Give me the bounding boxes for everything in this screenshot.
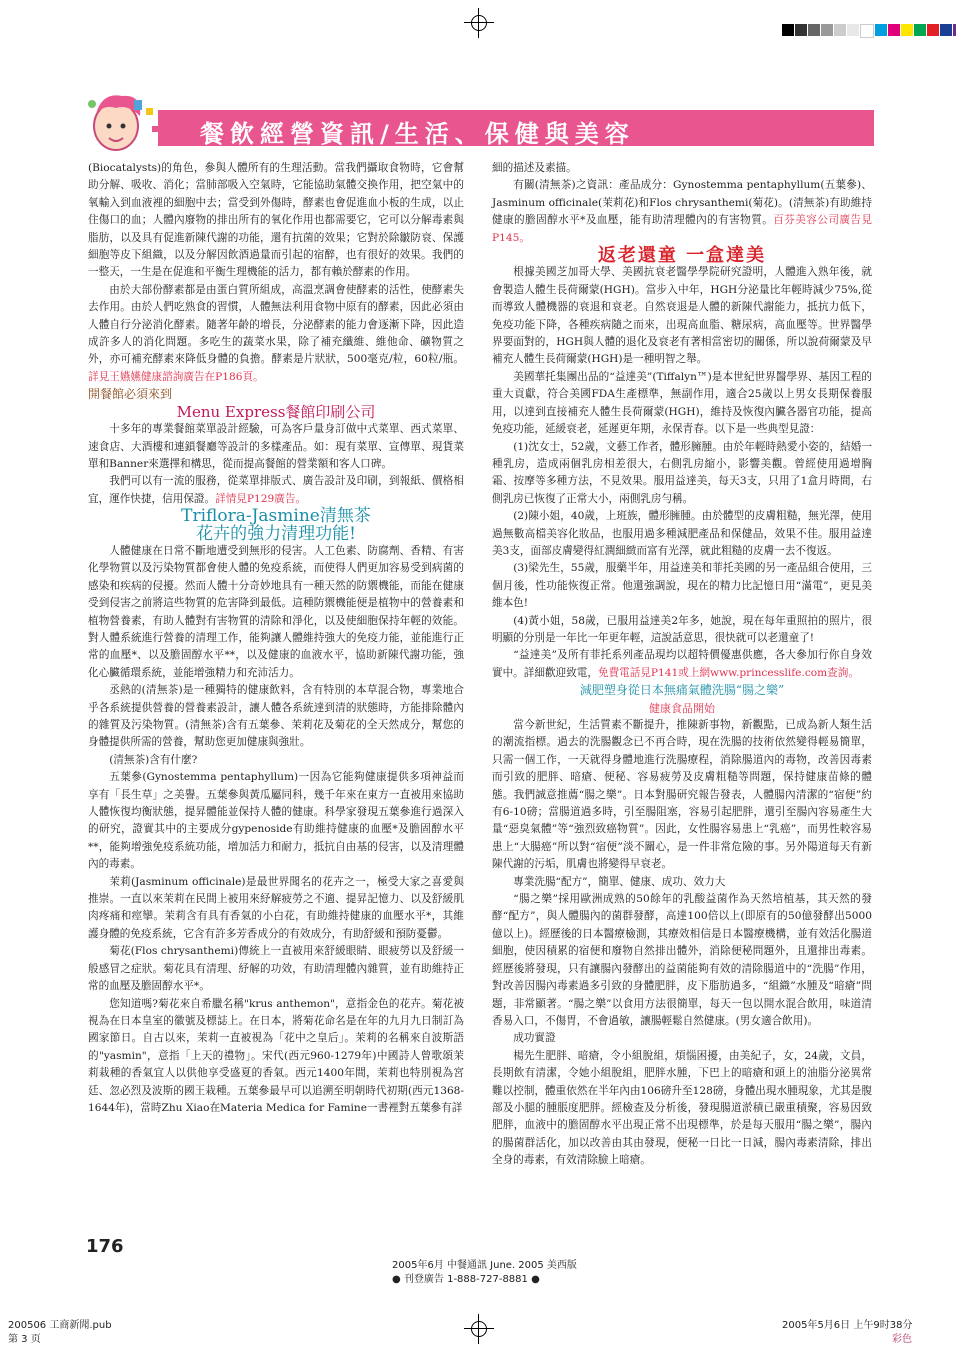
color-swatch <box>821 24 833 36</box>
color-swatch <box>914 24 926 36</box>
page-label: 第 3 页 <box>8 1334 41 1345</box>
testimonial-4: (4)黃小姐，58歲，已服用益達美2年多，她說，現在每年重照拍的照片，很明顯的分別是一年比一年更年輕，這說話意思，很快就可以老還童了! <box>492 614 872 644</box>
file-name: 200506 工商新聞.pub <box>8 1320 112 1331</box>
triflora-paragraph-2: 丞熱的(清無茶)是一種獨特的健康飲料，含有特別的本草混合物，專業地合乎各系統提供營養的營養素設計，讓人體各系統達到清的狀態時，方能排除體內的雜質及污染物質。(清無茶)含有五葉參、茉莉花及菊花的全天然成分，幫您的身體提供所需的營養，幫助您更加健康與強壯。 <box>88 684 464 749</box>
gynostemma-paragraph: 五葉參(Gynostemma pentaphyllum)一因為它能夠健康提供多項神益而享有「長生草」之美譽。五葉參與黃瓜屬同科，幾千年來在東方一直被用來協助人體恢復均衡狀態，提昇體能並保持人體的健康。科學家發現五葉參進行過深入的研究，證實其中的主要成分gypenoside有助維持健康的血壓*及膽固醇水平**，能夠增強免疫系統功能，增加活力和耐力，抵抗自由基的侵害，以及清理體內的毒素。 <box>88 771 464 871</box>
page-number: 176 <box>86 1236 124 1257</box>
color-swatch <box>901 24 913 36</box>
triflora-paragraph-continued: 細的描述及素描。 <box>492 162 577 174</box>
color-swatch <box>834 24 846 36</box>
hgh-paragraph-1: 根據美國芝加哥大學、美國抗衰老醫學學院研究證明，人體進入熟年後，就會製造人體生長荷爾蒙(HGH)。當步入中年，HGH分泌量比年輕時減少75%,從而導致人體機器的衰退和衰老。自然衰退是人體的新陳代謝能力，抵抗力低下，免疫功能下降，各種疾病隨之而來，出現高血脂、糖尿病，高血壓等。世界醫學界要面對的，HGH與人體的退化及衰老有著相當密切的關係，所以說荷爾蒙及早補充人體生長荷爾蒙(HGH)是一種明智之舉。 <box>492 266 872 366</box>
intestine-subheading: 專業洗腸“配方”，簡單、健康、成功、效力大 <box>513 875 726 888</box>
testimonial-2: (2)陳小姐，40歲，上班族，體形臃腫。由於體型的皮膚粗糙，無光澤，使用過無數高檔美容化妝品，也服用過多種減肥產品和保健品，效果不佳。服用益達美3支，面部皮膚變得紅潤細緻而富有光澤，就此粗糙的皮膚一去不復返。 <box>492 510 872 557</box>
menu-paragraph-1: 十多年的專業餐館菜單設計經驗，可為客戶量身訂做中式菜單、西式菜單、速食店、大酒樓和連鎖餐廳等設計的多樣產品。如：現有菜單、宣傳單、現貨菜單和Banner來選擇和構思，從而提高餐館的營業額和客人口碑。 <box>88 423 464 470</box>
bullet-icon: ● <box>527 1274 540 1285</box>
menu-ad-reference: 詳情見P129廣告。 <box>215 492 307 505</box>
color-swatch <box>875 24 887 36</box>
color-swatch <box>847 24 859 36</box>
print-timestamp: 2005年5月6日 上午9时38分 <box>782 1320 913 1331</box>
triflora-ad-reference: 百芬美容公司廣告見P145。 <box>492 214 873 244</box>
enzyme-ad-reference: 詳見王嬿嬿健康諮詢廣告在P186頁。 <box>88 370 264 383</box>
offer-ad-reference: 免費電話見P141或上網www.princesslife.com查詢。 <box>597 666 859 679</box>
menu-express-title: Menu Express餐館印刷公司 <box>176 402 376 421</box>
right-column <box>492 160 872 1170</box>
enzyme-paragraph-1: (Biocatalysts)的角色，參與人體所有的生理活動。當我們攝取食物時，它會幫助分解、吸收、消化；當肺部吸入空氣時，它能協助氣體交換作用，把空氣中的氧輸入到血液裡的細胞中去；當受到外傷時，酵素也會促進血小板的生成，以止住傷口的血；人體內廢物的排出所有的氧化作用也都需要它，它可以分解毒素與脂肪，以及具有促進新陳代謝的功能，還有抗菌的效果；它對於除皺防衰、保護細胞等皮下組織，以及分解因飲酒過量而引起的宿醉，也有很好的效果。我們的一整天，一生是在促進和平衡生理機能的活力，都有賴於酵素的作用。 <box>88 162 464 279</box>
jasmine-paragraph: 茉莉(Jasminum officinale)是最世界聞名的花卉之一，極受大家之喜愛與推崇。一直以來茉莉在民間上被用來紓解疲勞之不適、提昇記憶力、以及舒緩肌肉疼痛和痙攣。茉莉含有具有香氣的小白花，有助維持健康的血壓水平*，其維護身體的免疫系統，它含有許多芳香成分的有效成分，有助舒緩和預防憂鬱。 <box>88 875 464 940</box>
hgh-paragraph-2: 美國華托集團出品的“益達美”(Tiffalyn™)是本世紀世界醫學界、基因工程的重大貢獻，符合美國FDA生產標準，無副作用，適合25歲以上男女長期保養服用，以達到直接補充人體生長荷爾蒙(HGH)，維持及恢復內臟各器官功能，提高免疫功能，延緩衰老，延遲更年期，永保青春。以下是一些典型見證： <box>492 370 872 436</box>
triflora-question: (清無茶)含有什麼? <box>109 753 198 766</box>
color-swatch-bar <box>782 24 956 38</box>
triflora-subtitle: 花卉的強力清理功能! <box>196 523 356 544</box>
issue-line: 2005年6月 中餐通訊 June. 2005 美西版 <box>392 1260 577 1271</box>
testimonial-3: (3)梁先生，55歲，服藥半年，用益達美和菲托美國的另一產品組合使用，三個月後，性功能恢復正常。他還強調說，現在的精力比記憶日用“滿電”，更見美維本色! <box>492 562 872 610</box>
restaurant-heading: 開餐館必須來到 <box>88 387 173 402</box>
success-heading: 成功實證 <box>513 1032 556 1045</box>
youth-title: 返老還童 一盒達美 <box>597 245 767 267</box>
color-swatch <box>808 24 820 36</box>
section-banner-title: 餐飲經營資訊/生活、保健與美容 <box>200 120 635 148</box>
intestine-paragraph-2: “腸之樂”採用歐洲成熟的50餘年的乳酸益菌作為天然培植基，其天然的發酵“配方”，與人體腸內的菌群發酵，高達100倍以上(即原有的50億發酵出5000億以上)。經歷後的日本醫療檢測，其療效相信是日本醫療機構，並有效活化腸道細胞，使因積累的宿便和廢物自然排出體外，消除便秘問題外，且還排出毒素。經歷後將發現，只有讓腸內發酵出的益菌能夠有效的清除腸道中的“洗腸”作用，對改善因腸內毒素過多引致的身體肥胖，皮下脂肪過多，“組織”水腫及“暗瘡”問題，非常顯著。“腸之樂”以食用方法很簡單，每天一包以開水混合飲用，味道清香易入口，不傷胃，不會過敏，讓腸輕鬆自然健康。(男女適合飲用)。 <box>492 893 872 1027</box>
triflora-info-paragraph: 有關(清無茶)之資訊：產品成分：Gynostemma pentaphyllum(五葉參)、Jasminum officinale(茉莉花)和Flos chrysanthemi(菊花)。(清無茶)有助維持健康的膽固醇水平*及血壓，能有助清理體內的有害物質。百芬美容公司廣告見P145。 <box>492 179 873 244</box>
did-you-know-paragraph: 您知道嗎?菊花來自希臘名稱"krus anthemon"，意指金色的花卉。菊花被視為在日本皇室的徽號及標誌上。在日本，將菊花命名是在年的九月九日制訂為國家節日。自古以來，茉莉一直被視為「花中之皇后」。茉莉的名稱來自波斯語的"yasmin"，意指「上天的禮物」。宋代(西元960-1279年)中國詩人曾歌頌茉莉栽種的香氣宜人以供他享受盛夏的香氣。西元1400年間，茉莉也特別視為宮廷、忽必烈及波斯的國王栽種。五葉參最早可以追溯至明朝時代初期(西元1368-1644年)，當時Zhu Xiao在Materia Medica for Famine一書裡對五葉參有詳 <box>88 997 464 1114</box>
triflora-paragraph-1: 人體健康在日常不斷地遭受到無形的侵害。人工色素、防腐劑、香精、有害化學物質以及污染物質都會使人體的免疫系統，而使得人們更加容易受到病菌的感染和疾病的侵擾。然而人體十分奇妙地具有一種天然的防禦機能，而能在健康受到侵害之前將這些物質的危害降到最低。這種防禦機能便是植物中的營養素和植物營養素，有助人體對有害物質的清除和淨化，以及使細胞保持年輕的效能。對人體系統進行營養的清理工作，能夠讓人體維持強大的免疫力能，並能進行正常的血壓*、以及膽固醇水平**，以及健康的血液水平，協助新陳代謝功能，強化心臟循環系統，並能增強精力和充沛活力。 <box>88 544 464 679</box>
registration-mark-top <box>464 8 494 38</box>
offer-paragraph: “益達美”及所有菲托系列產品現均以超特價優惠供應，各大參加行你自身效實中。詳細歡迎致電，免費電話見P141或上網www.princesslife.com查詢。 <box>492 649 872 679</box>
intestine-subtitle: 健康食品開始 <box>649 701 715 715</box>
ad-phone-line: ● 刊登廣告 1-888-727-8881 ● <box>392 1274 540 1285</box>
color-swatch <box>860 24 874 38</box>
testimonial-1: (1)沈女士，52歲，文藝工作者，體形臃腫。由於年輕時熱愛小姿的，結婚一種乳房，造成兩個乳房相差很大，右側乳房縮小，影響美觀。曾經使用過增胸霜、按摩等多種方法，不見效果。服用益達美，每天3支，只用了1盒月時間，右側乳房已恢復了正常大小，兩側乳房勻稱。 <box>492 440 872 505</box>
color-swatch <box>927 24 939 36</box>
triflora-title: Triflora-Jasmine清無茶 <box>181 506 371 527</box>
color-swatch <box>782 24 794 36</box>
enzyme-paragraph-2: 由於大部份酵素都是由蛋白質所組成，高溫烹調會使酵素的活性，使酵素失去作用。由於人們吃熟食的習慣，人體無法利用食物中原有的酵素，因此必須由人體自行分泌消化酵素。隨著年齡的增長，分泌酵素的能力會逐漸下降，因此造成許多人的消化問題。多吃生的蔬菜水果，除了補充纖維、維他命、礦物質之外，亦可補充酵素來降低身體的負擔。酵素是片狀狀，500毫克/粒，60粒/瓶。詳見王嬿嬿健康諮詢廣告在P186頁。 <box>88 283 464 383</box>
chrysanthemum-paragraph: 菊花(Flos chrysanthemi)傳統上一直被用來舒緩眼睛、眼疲勞以及舒緩一般感冒之症狀。菊花具有清理、紓解的功效，有助清理體內雜質，並有助維持正常的血壓及膽固醇水平*。 <box>88 945 464 993</box>
bullet-icon: ● <box>392 1274 404 1285</box>
color-swatch <box>795 24 807 36</box>
intestine-title: 減肥塑身從日本無痛氣體洗腸“腸之樂” <box>579 683 785 698</box>
left-column <box>88 160 464 1117</box>
registration-mark-bottom <box>464 1314 494 1344</box>
success-paragraph: 楊先生肥胖、暗瘡，令小組脫組，煩惱困擾，由美紀子，女，24歲，文員，長期飲有清潔，令她小組脫組，肥胖水腫，下巴上的暗瘡和頭上的油脂分泌異常難以控制，體重依然在半年內由106磅升至128磅，身體出現水腫現象，尤其是腹部及小腿的腫脹度肥胖。經檢查及分析後，發現腸道淤積已嚴重積聚，容易因致肥胖，血液中的膽固醇水平出現正常不出現標準，於是每天服用“腸之樂”，腸內的腸菌群活化，加以改善由其由發現，便秘一日比一日減，腸內毒素清除，排出全身的毒素，有效清除臉上暗瘡。 <box>492 1049 872 1167</box>
intestine-paragraph-1: 當今新世紀，生活質素不斷提升，推陳新事物，新觀點，已成為新人類生活的潮流指標。過去的洗腸觀念已不再合時，現在洗腸的技術依然變得輕易簡單，只需一個工作，一天就得身體地進行洗腸療程，消除腸道內的毒物，改善因毒素而引致的肥胖、暗瘡、便秘、容易疲勞及皮膚粗糙等問題，保持健康苗條的體態。我們誠意推薦“腸之樂”。日本對腸研究報告發表，人體腸內清潔的“宿便”約有6-10磅；當腸道過多時，引至腸阻塞，容易引起肥胖，還引至腸內容易產生大量“惡臭氣體”等“強烈致癌物質”。因此，女性腸容易患上“乳癌”，而男性較容易患上“大腸癌”所以對“宿便”淡不關心，是一件非常危險的事。另外陽道每天有新陳代謝的污垢，肌膚也將變得早衰老。 <box>492 719 872 871</box>
color-swatch <box>888 24 900 36</box>
color-label: 彩色 <box>892 1334 912 1345</box>
color-swatch <box>940 24 952 36</box>
menu-paragraph-2: 我們可以有一流的服務，從菜單排版式、廣告設計及印刷，到報紙、價格相宜，運作快捷，信用保證。詳情見P129廣告。 <box>88 475 464 505</box>
